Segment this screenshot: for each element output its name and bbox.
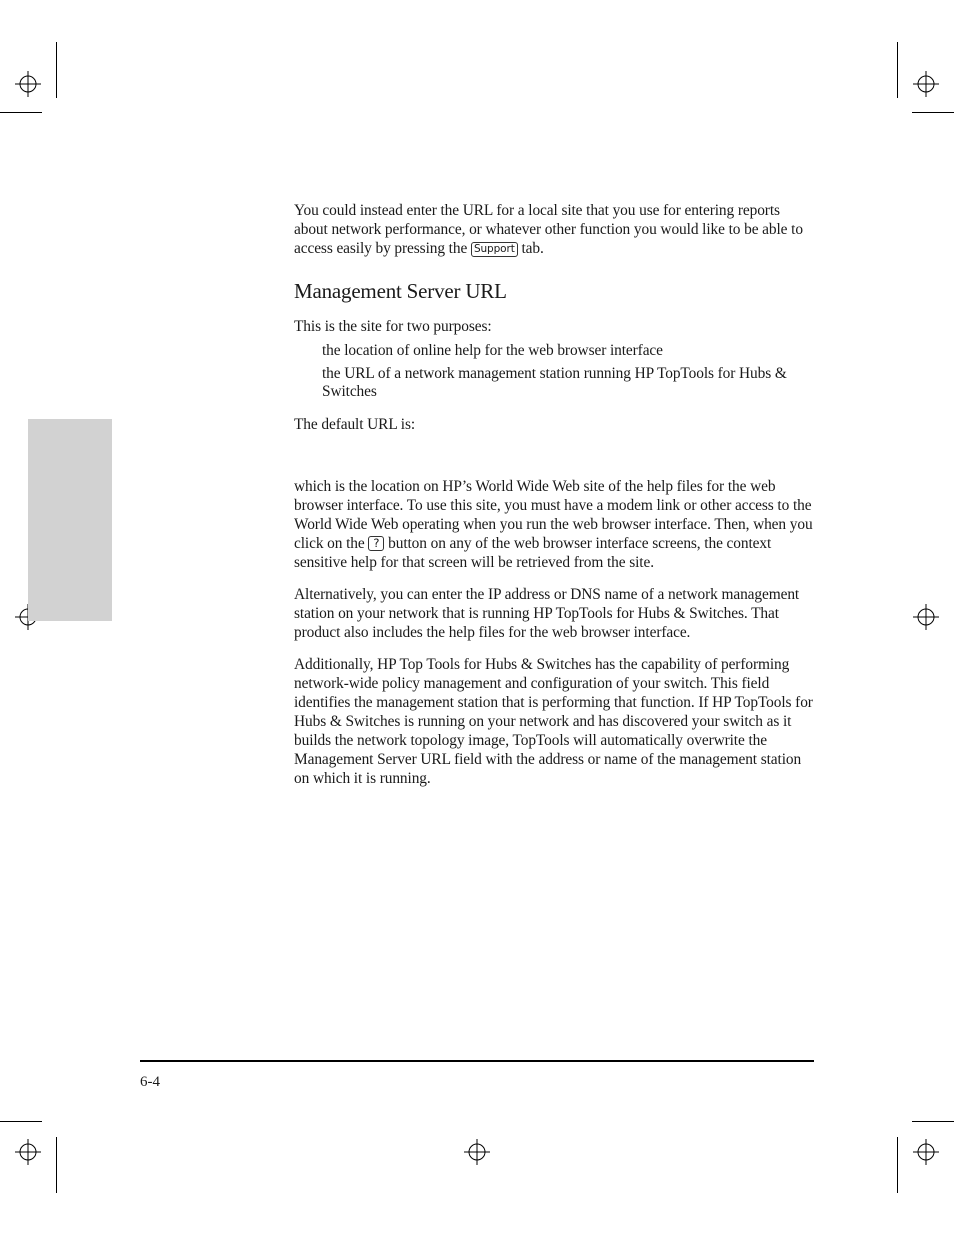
- registration-mark-icon: [15, 1139, 41, 1165]
- registration-mark-icon: [15, 71, 41, 97]
- alternative-paragraph: Alternatively, you can enter the IP address or DNS name of a network management station on your network that is running HP TopTools for Hubs & Switches. That product also includes the help files for the web browser interface.: [294, 586, 800, 641]
- registration-mark-icon: [913, 604, 939, 630]
- help-paragraph: [294, 477, 816, 572]
- support-key: Support: [471, 242, 518, 257]
- section-heading: Management Server URL: [294, 279, 507, 303]
- toptools-paragraph: Additionally, HP Top Tools for Hubs & Switches has the capability of performing network-wide policy management and configuration of your switch. This field identifies the management station that is performing that function. If HP TopTools for Hubs & Switches is running on your network and has discovered your switch as it builds the network topology image, TopTools will automatically overwrite the Management Server URL field with the address or name of the management station on which it is running.: [294, 656, 813, 787]
- purpose-intro: This is the site for two purposes:: [294, 318, 492, 335]
- paragraph-text: which is the location on HP’s World Wide Web site of the help files for the web browser interface. To use this site, you must have a modem link or other access to the World Wide Web operating when you run the web browser interface. Then, when you click on the: [294, 478, 813, 552]
- registration-mark-icon: [913, 1139, 939, 1165]
- purpose-list: [322, 342, 816, 401]
- footer-rule: [140, 1060, 814, 1062]
- page-body: [294, 201, 816, 801]
- list-item: the location of online help for the web browser interface: [322, 342, 663, 359]
- crop-mark: [912, 1121, 954, 1122]
- list-item: the URL of a network management station running HP TopTools for Hubs & Switches: [322, 365, 787, 400]
- page-number: 6-4: [140, 1074, 160, 1090]
- paragraph-text: button on any of the web browser interface screens, the context sensitive help for that screen will be retrieved from the site.: [294, 535, 772, 571]
- crop-mark: [0, 112, 42, 113]
- crop-mark: [0, 1121, 42, 1122]
- crop-mark: [897, 42, 898, 98]
- crop-mark: [56, 42, 57, 98]
- paragraph-text: tab.: [517, 240, 544, 257]
- help-key: ?: [368, 536, 384, 551]
- intro-paragraph: [294, 201, 816, 258]
- crop-mark: [897, 1137, 898, 1193]
- crop-mark: [56, 1137, 57, 1193]
- paragraph-text: You could instead enter the URL for a local site that you use for entering reports about network performance, or whatever other function you would like to be able to access easily by pressing the: [294, 202, 803, 257]
- registration-mark-icon: [913, 71, 939, 97]
- crop-mark: [912, 112, 954, 113]
- chapter-tab: [28, 419, 112, 621]
- default-url-label: The default URL is:: [294, 416, 416, 433]
- registration-mark-icon: [464, 1139, 490, 1165]
